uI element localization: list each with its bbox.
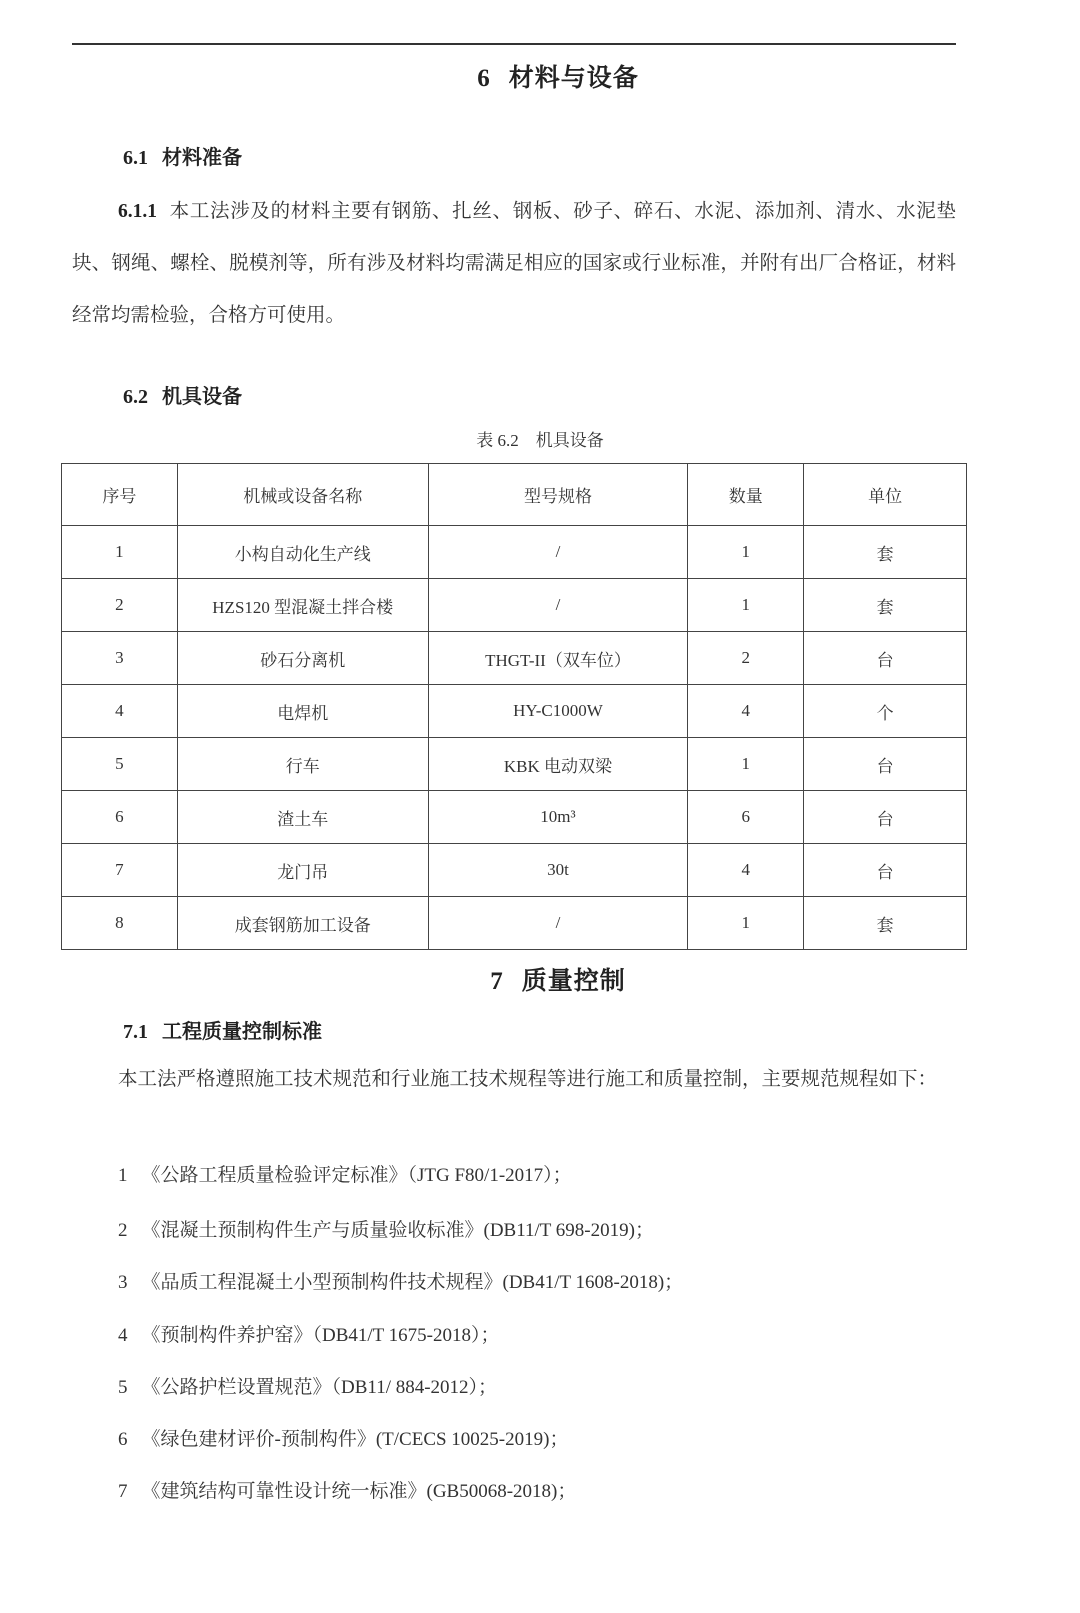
cell-model: KBK 电动双梁 xyxy=(428,738,688,791)
table-row xyxy=(62,738,967,791)
section-6-heading xyxy=(0,58,1080,94)
clause-number: 6.1.1 xyxy=(118,201,157,222)
cell-quantity: 4 xyxy=(688,685,804,738)
item-text: 《混凝土预制构件生产与质量验收标准》(DB11/T 698-2019)； xyxy=(141,1220,654,1241)
cell-index: 7 xyxy=(62,844,178,897)
standard-item xyxy=(118,1215,654,1242)
cell-index: 4 xyxy=(62,685,178,738)
cell-index: 5 xyxy=(62,738,178,791)
cell-unit: 台 xyxy=(804,844,967,897)
cell-quantity: 2 xyxy=(688,632,804,685)
item-text: 《公路工程质量检验评定标准》（JTG F80/1-2017）； xyxy=(141,1165,572,1186)
subsection-title: 机具设备 xyxy=(162,386,242,408)
cell-model: / xyxy=(428,526,688,579)
section-7-1-heading xyxy=(123,1015,322,1044)
cell-quantity: 4 xyxy=(688,844,804,897)
table-row xyxy=(62,685,967,738)
table-row xyxy=(62,526,967,579)
item-number: 1 xyxy=(118,1165,128,1186)
standard-item xyxy=(118,1320,500,1347)
equipment-table xyxy=(61,463,967,950)
cell-name: 小构自动化生产线 xyxy=(177,526,428,579)
section-title: 质量控制 xyxy=(521,968,626,995)
section-number: 6 xyxy=(477,65,491,92)
column-header: 序号 xyxy=(62,464,178,526)
item-text: 《公路护栏设置规范》（DB11/ 884-2012）； xyxy=(141,1377,498,1398)
cell-index: 2 xyxy=(62,579,178,632)
cell-quantity: 1 xyxy=(688,579,804,632)
subsection-title: 材料准备 xyxy=(162,147,242,169)
subsection-number: 6.1 xyxy=(123,147,148,169)
cell-quantity: 1 xyxy=(688,526,804,579)
cell-unit: 套 xyxy=(804,579,967,632)
item-number: 5 xyxy=(118,1377,128,1398)
cell-model: / xyxy=(428,579,688,632)
standard-item xyxy=(118,1160,572,1187)
cell-index: 8 xyxy=(62,897,178,950)
cell-index: 3 xyxy=(62,632,178,685)
section-7-heading xyxy=(0,961,1080,997)
paragraph-6-1-1 xyxy=(72,186,956,342)
section-6-1-heading xyxy=(123,141,242,170)
cell-name: HZS120 型混凝土拌合楼 xyxy=(177,579,428,632)
column-header: 数量 xyxy=(688,464,804,526)
cell-name: 渣土车 xyxy=(177,791,428,844)
item-number: 4 xyxy=(118,1325,128,1346)
header-rule xyxy=(72,43,956,45)
item-text: 《预制构件养护窑》（DB41/T 1675-2018）； xyxy=(141,1325,500,1346)
cell-quantity: 6 xyxy=(688,791,804,844)
standard-item xyxy=(118,1424,568,1451)
cell-unit: 台 xyxy=(804,791,967,844)
standard-item xyxy=(118,1476,576,1503)
item-number: 2 xyxy=(118,1220,128,1241)
cell-unit: 台 xyxy=(804,632,967,685)
cell-quantity: 1 xyxy=(688,897,804,950)
section-6-2-heading xyxy=(123,380,242,409)
cell-name: 砂石分离机 xyxy=(177,632,428,685)
cell-unit: 套 xyxy=(804,526,967,579)
column-header: 单位 xyxy=(804,464,967,526)
cell-unit: 套 xyxy=(804,897,967,950)
table-caption: 表 6.2 机具设备 xyxy=(476,431,604,450)
subsection-title: 工程质量控制标准 xyxy=(162,1021,322,1043)
table-row xyxy=(62,844,967,897)
item-text: 《品质工程混凝土小型预制构件技术规程》(DB41/T 1608-2018)； xyxy=(141,1272,684,1293)
cell-name: 电焊机 xyxy=(177,685,428,738)
section-title: 材料与设备 xyxy=(508,65,639,92)
cell-model: 10m³ xyxy=(428,791,688,844)
paragraph-7-1-intro: 本工法严格遵照施工技术规范和行业施工技术规程等进行施工和质量控制，主要规范规程如下： xyxy=(118,1069,938,1090)
table-header-row xyxy=(62,464,967,526)
item-number: 7 xyxy=(118,1481,128,1502)
cell-name: 成套钢筋加工设备 xyxy=(177,897,428,950)
item-text: 《建筑结构可靠性设计统一标准》(GB50068-2018)； xyxy=(141,1481,577,1502)
subsection-number: 7.1 xyxy=(123,1021,148,1043)
standard-item xyxy=(118,1267,683,1294)
cell-model: THGT-II（双车位） xyxy=(428,632,688,685)
column-header: 型号规格 xyxy=(428,464,688,526)
cell-unit: 台 xyxy=(804,738,967,791)
clause-text: 本工法涉及的材料主要有钢筋、扎丝、钢板、砂子、碎石、水泥、添加剂、清水、水泥垫块、钢绳、螺栓、脱模剂等，所有涉及材料均需满足相应的国家或行业标准，并附有出厂合格证，材料经常均需检验，合格方可使用。 xyxy=(72,201,956,326)
cell-model: HY-C1000W xyxy=(428,685,688,738)
cell-name: 龙门吊 xyxy=(177,844,428,897)
cell-index: 1 xyxy=(62,526,178,579)
item-number: 6 xyxy=(118,1429,128,1450)
column-header: 机械或设备名称 xyxy=(177,464,428,526)
cell-model: / xyxy=(428,897,688,950)
cell-name: 行车 xyxy=(177,738,428,791)
standard-item xyxy=(118,1372,497,1399)
table-row xyxy=(62,897,967,950)
subsection-number: 6.2 xyxy=(123,386,148,408)
item-text: 《绿色建材评价-预制构件》(T/CECS 10025-2019)； xyxy=(141,1429,569,1450)
section-number: 7 xyxy=(490,968,504,995)
cell-model: 30t xyxy=(428,844,688,897)
item-number: 3 xyxy=(118,1272,128,1293)
table-row xyxy=(62,632,967,685)
cell-unit: 个 xyxy=(804,685,967,738)
table-row xyxy=(62,579,967,632)
cell-quantity: 1 xyxy=(688,738,804,791)
table-row xyxy=(62,791,967,844)
cell-index: 6 xyxy=(62,791,178,844)
